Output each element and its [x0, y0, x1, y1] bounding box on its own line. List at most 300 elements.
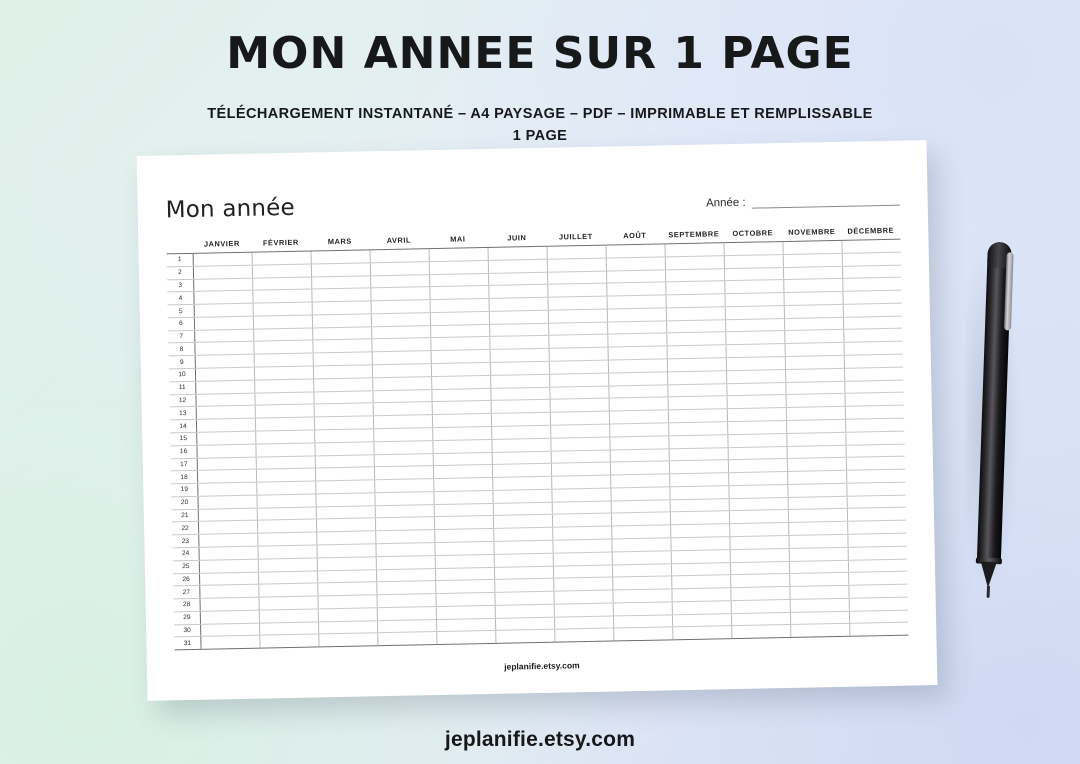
day-cell[interactable]: [730, 523, 789, 536]
day-cell[interactable]: [490, 323, 549, 336]
day-cell[interactable]: [194, 253, 253, 266]
day-cell[interactable]: [436, 567, 495, 580]
day-cell[interactable]: [788, 471, 847, 484]
day-cell[interactable]: [199, 534, 258, 547]
day-cell[interactable]: [612, 500, 671, 513]
day-cell[interactable]: [611, 462, 670, 475]
day-cell[interactable]: [494, 541, 553, 554]
day-cell[interactable]: [729, 485, 788, 498]
day-cell[interactable]: [850, 623, 908, 636]
day-cell[interactable]: [253, 290, 312, 303]
day-cell[interactable]: [431, 312, 490, 325]
day-cell[interactable]: [312, 289, 371, 302]
day-cell[interactable]: [728, 408, 787, 421]
day-cell[interactable]: [317, 506, 376, 519]
day-cell[interactable]: [790, 573, 849, 586]
day-cell[interactable]: [607, 257, 666, 270]
day-cell[interactable]: [551, 399, 610, 412]
day-cell[interactable]: [374, 415, 433, 428]
day-cell[interactable]: [670, 448, 729, 461]
day-cell[interactable]: [550, 386, 609, 399]
day-cell[interactable]: [667, 307, 726, 320]
day-cell[interactable]: [378, 607, 437, 620]
day-cell[interactable]: [490, 298, 549, 311]
day-cell[interactable]: [843, 252, 901, 265]
day-cell[interactable]: [784, 279, 843, 292]
day-cell[interactable]: [551, 424, 610, 437]
day-cell[interactable]: [256, 418, 315, 431]
day-cell[interactable]: [731, 561, 790, 574]
day-cell[interactable]: [553, 527, 612, 540]
day-cell[interactable]: [612, 526, 671, 539]
year-field[interactable]: [706, 193, 900, 213]
day-cell[interactable]: [844, 329, 902, 342]
day-cell[interactable]: [253, 277, 312, 290]
day-cell[interactable]: [726, 293, 785, 306]
day-cell[interactable]: [669, 422, 728, 435]
day-cell[interactable]: [786, 343, 845, 356]
day-cell[interactable]: [493, 451, 552, 464]
day-cell[interactable]: [495, 553, 554, 566]
day-cell[interactable]: [195, 342, 254, 355]
day-cell[interactable]: [849, 572, 907, 585]
day-cell[interactable]: [847, 444, 905, 457]
day-cell[interactable]: [196, 393, 255, 406]
day-cell[interactable]: [670, 486, 729, 499]
day-cell[interactable]: [843, 278, 901, 291]
day-cell[interactable]: [551, 437, 610, 450]
day-cell[interactable]: [435, 529, 494, 542]
day-cell[interactable]: [672, 550, 731, 563]
day-cell[interactable]: [436, 580, 495, 593]
day-cell[interactable]: [549, 322, 608, 335]
day-cell[interactable]: [728, 395, 787, 408]
day-cell[interactable]: [495, 566, 554, 579]
day-cell[interactable]: [553, 539, 612, 552]
day-cell[interactable]: [319, 608, 378, 621]
day-cell[interactable]: [843, 265, 901, 278]
day-cell[interactable]: [496, 605, 555, 618]
day-cell[interactable]: [727, 344, 786, 357]
day-cell[interactable]: [849, 546, 907, 559]
day-cell[interactable]: [789, 522, 848, 535]
day-cell[interactable]: [319, 634, 378, 647]
day-cell[interactable]: [199, 508, 258, 521]
day-cell[interactable]: [430, 273, 489, 286]
day-cell[interactable]: [673, 627, 732, 640]
day-cell[interactable]: [254, 315, 313, 328]
day-cell[interactable]: [257, 494, 316, 507]
day-cell[interactable]: [194, 278, 253, 291]
day-cell[interactable]: [728, 421, 787, 434]
day-cell[interactable]: [260, 635, 319, 648]
day-cell[interactable]: [726, 306, 785, 319]
day-cell[interactable]: [371, 262, 430, 275]
day-cell[interactable]: [494, 502, 553, 515]
day-cell[interactable]: [197, 406, 256, 419]
day-cell[interactable]: [608, 296, 667, 309]
day-cell[interactable]: [787, 394, 846, 407]
day-cell[interactable]: [256, 405, 315, 418]
day-cell[interactable]: [258, 545, 317, 558]
day-cell[interactable]: [667, 320, 726, 333]
day-cell[interactable]: [195, 317, 254, 330]
day-cell[interactable]: [256, 443, 315, 456]
day-cell[interactable]: [787, 407, 846, 420]
day-cell[interactable]: [377, 569, 436, 582]
day-cell[interactable]: [491, 362, 550, 375]
day-cell[interactable]: [201, 598, 260, 611]
day-cell[interactable]: [489, 260, 548, 273]
day-cell[interactable]: [432, 350, 491, 363]
day-cell[interactable]: [493, 490, 552, 503]
day-cell[interactable]: [371, 287, 430, 300]
day-cell[interactable]: [491, 375, 550, 388]
day-cell[interactable]: [376, 517, 435, 530]
day-cell[interactable]: [668, 371, 727, 384]
day-cell[interactable]: [731, 549, 790, 562]
day-cell[interactable]: [495, 592, 554, 605]
day-cell[interactable]: [317, 544, 376, 557]
day-cell[interactable]: [611, 449, 670, 462]
day-cell[interactable]: [670, 460, 729, 473]
day-cell[interactable]: [549, 297, 608, 310]
day-cell[interactable]: [614, 628, 673, 641]
day-cell[interactable]: [372, 339, 431, 352]
day-cell[interactable]: [312, 250, 371, 263]
day-cell[interactable]: [313, 340, 372, 353]
day-cell[interactable]: [609, 347, 668, 360]
day-cell[interactable]: [434, 465, 493, 478]
day-cell[interactable]: [433, 427, 492, 440]
day-cell[interactable]: [255, 354, 314, 367]
day-cell[interactable]: [555, 629, 614, 642]
day-cell[interactable]: [724, 242, 783, 255]
day-cell[interactable]: [665, 243, 724, 256]
day-cell[interactable]: [201, 623, 260, 636]
day-cell[interactable]: [195, 304, 254, 317]
day-cell[interactable]: [495, 579, 554, 592]
day-cell[interactable]: [436, 593, 495, 606]
day-cell[interactable]: [257, 469, 316, 482]
day-cell[interactable]: [432, 389, 491, 402]
day-cell[interactable]: [668, 384, 727, 397]
day-cell[interactable]: [784, 292, 843, 305]
day-cell[interactable]: [667, 294, 726, 307]
day-cell[interactable]: [666, 256, 725, 269]
day-cell[interactable]: [610, 398, 669, 411]
day-cell[interactable]: [491, 387, 550, 400]
day-cell[interactable]: [371, 275, 430, 288]
day-cell[interactable]: [312, 276, 371, 289]
day-cell[interactable]: [260, 597, 319, 610]
day-cell[interactable]: [790, 548, 849, 561]
day-cell[interactable]: [614, 615, 673, 628]
day-cell[interactable]: [492, 400, 551, 413]
day-cell[interactable]: [846, 419, 904, 432]
day-cell[interactable]: [729, 446, 788, 459]
day-cell[interactable]: [669, 409, 728, 422]
day-cell[interactable]: [196, 368, 255, 381]
day-cell[interactable]: [254, 328, 313, 341]
day-cell[interactable]: [253, 264, 312, 277]
day-cell[interactable]: [432, 363, 491, 376]
day-cell[interactable]: [436, 555, 495, 568]
day-cell[interactable]: [784, 254, 843, 267]
day-cell[interactable]: [491, 349, 550, 362]
day-cell[interactable]: [552, 463, 611, 476]
day-cell[interactable]: [259, 584, 318, 597]
day-cell[interactable]: [613, 564, 672, 577]
day-cell[interactable]: [611, 487, 670, 500]
day-cell[interactable]: [786, 356, 845, 369]
day-cell[interactable]: [435, 516, 494, 529]
day-cell[interactable]: [607, 283, 666, 296]
day-cell[interactable]: [554, 552, 613, 565]
day-cell[interactable]: [553, 514, 612, 527]
day-cell[interactable]: [791, 599, 850, 612]
day-cell[interactable]: [197, 419, 256, 432]
day-cell[interactable]: [492, 426, 551, 439]
day-cell[interactable]: [790, 560, 849, 573]
day-cell[interactable]: [729, 459, 788, 472]
day-cell[interactable]: [434, 478, 493, 491]
day-cell[interactable]: [256, 430, 315, 443]
day-cell[interactable]: [550, 348, 609, 361]
day-cell[interactable]: [613, 577, 672, 590]
day-cell[interactable]: [490, 336, 549, 349]
day-cell[interactable]: [374, 441, 433, 454]
day-cell[interactable]: [434, 452, 493, 465]
day-cell[interactable]: [553, 501, 612, 514]
day-cell[interactable]: [842, 240, 900, 253]
day-cell[interactable]: [613, 551, 672, 564]
day-cell[interactable]: [432, 376, 491, 389]
day-cell[interactable]: [610, 423, 669, 436]
day-cell[interactable]: [372, 326, 431, 339]
day-cell[interactable]: [433, 414, 492, 427]
day-cell[interactable]: [610, 411, 669, 424]
day-cell[interactable]: [554, 578, 613, 591]
day-cell[interactable]: [671, 512, 730, 525]
day-cell[interactable]: [613, 589, 672, 602]
day-cell[interactable]: [431, 337, 490, 350]
day-cell[interactable]: [197, 432, 256, 445]
day-cell[interactable]: [614, 602, 673, 615]
day-cell[interactable]: [257, 456, 316, 469]
day-cell[interactable]: [375, 466, 434, 479]
day-cell[interactable]: [850, 597, 908, 610]
day-cell[interactable]: [554, 591, 613, 604]
day-cell[interactable]: [314, 365, 373, 378]
day-cell[interactable]: [669, 397, 728, 410]
day-cell[interactable]: [787, 433, 846, 446]
day-cell[interactable]: [847, 457, 905, 470]
day-cell[interactable]: [199, 547, 258, 560]
day-cell[interactable]: [783, 241, 842, 254]
day-cell[interactable]: [786, 381, 845, 394]
day-cell[interactable]: [673, 614, 732, 627]
day-cell[interactable]: [672, 563, 731, 576]
day-cell[interactable]: [789, 535, 848, 548]
day-cell[interactable]: [313, 327, 372, 340]
day-cell[interactable]: [200, 572, 259, 585]
day-cell[interactable]: [490, 311, 549, 324]
day-cell[interactable]: [372, 313, 431, 326]
day-cell[interactable]: [789, 509, 848, 522]
day-cell[interactable]: [315, 429, 374, 442]
day-cell[interactable]: [668, 358, 727, 371]
day-cell[interactable]: [785, 318, 844, 331]
day-cell[interactable]: [789, 496, 848, 509]
day-cell[interactable]: [319, 621, 378, 634]
day-cell[interactable]: [431, 325, 490, 338]
day-cell[interactable]: [730, 510, 789, 523]
day-cell[interactable]: [374, 428, 433, 441]
day-cell[interactable]: [727, 383, 786, 396]
day-cell[interactable]: [431, 299, 490, 312]
day-cell[interactable]: [194, 265, 253, 278]
day-cell[interactable]: [196, 355, 255, 368]
day-cell[interactable]: [492, 413, 551, 426]
day-cell[interactable]: [730, 536, 789, 549]
day-cell[interactable]: [430, 261, 489, 274]
day-cell[interactable]: [313, 314, 372, 327]
day-cell[interactable]: [258, 520, 317, 533]
day-cell[interactable]: [315, 404, 374, 417]
day-cell[interactable]: [846, 431, 904, 444]
day-cell[interactable]: [843, 291, 901, 304]
day-cell[interactable]: [548, 284, 607, 297]
day-cell[interactable]: [314, 353, 373, 366]
day-cell[interactable]: [378, 620, 437, 633]
day-cell[interactable]: [375, 492, 434, 505]
day-cell[interactable]: [845, 355, 903, 368]
day-cell[interactable]: [732, 600, 791, 613]
day-cell[interactable]: [608, 308, 667, 321]
day-cell[interactable]: [493, 477, 552, 490]
day-cell[interactable]: [318, 557, 377, 570]
day-cell[interactable]: [609, 359, 668, 372]
day-cell[interactable]: [257, 482, 316, 495]
day-cell[interactable]: [845, 367, 903, 380]
day-cell[interactable]: [435, 542, 494, 555]
day-cell[interactable]: [732, 625, 791, 638]
day-cell[interactable]: [198, 470, 257, 483]
day-cell[interactable]: [377, 581, 436, 594]
day-cell[interactable]: [666, 269, 725, 282]
day-cell[interactable]: [371, 249, 430, 262]
year-input-line[interactable]: [752, 193, 900, 209]
day-cell[interactable]: [554, 565, 613, 578]
day-cell[interactable]: [551, 412, 610, 425]
day-cell[interactable]: [726, 319, 785, 332]
day-cell[interactable]: [489, 247, 548, 260]
day-cell[interactable]: [315, 442, 374, 455]
day-cell[interactable]: [612, 513, 671, 526]
day-cell[interactable]: [253, 251, 312, 264]
day-cell[interactable]: [725, 280, 784, 293]
day-cell[interactable]: [316, 493, 375, 506]
day-cell[interactable]: [848, 495, 906, 508]
day-cell[interactable]: [255, 379, 314, 392]
day-cell[interactable]: [376, 543, 435, 556]
day-cell[interactable]: [198, 457, 257, 470]
day-cell[interactable]: [787, 420, 846, 433]
day-cell[interactable]: [318, 583, 377, 596]
day-cell[interactable]: [494, 528, 553, 541]
day-cell[interactable]: [372, 300, 431, 313]
day-cell[interactable]: [725, 255, 784, 268]
day-cell[interactable]: [255, 366, 314, 379]
day-cell[interactable]: [260, 622, 319, 635]
day-cell[interactable]: [727, 370, 786, 383]
day-cell[interactable]: [729, 472, 788, 485]
day-cell[interactable]: [607, 244, 666, 257]
day-cell[interactable]: [788, 458, 847, 471]
day-cell[interactable]: [672, 588, 731, 601]
day-cell[interactable]: [552, 476, 611, 489]
day-cell[interactable]: [374, 402, 433, 415]
day-cell[interactable]: [612, 538, 671, 551]
day-cell[interactable]: [849, 559, 907, 572]
day-cell[interactable]: [198, 483, 257, 496]
day-cell[interactable]: [848, 521, 906, 534]
day-cell[interactable]: [377, 556, 436, 569]
day-cell[interactable]: [317, 519, 376, 532]
day-cell[interactable]: [667, 333, 726, 346]
day-cell[interactable]: [373, 364, 432, 377]
day-cell[interactable]: [258, 507, 317, 520]
day-cell[interactable]: [492, 438, 551, 451]
day-cell[interactable]: [259, 558, 318, 571]
day-cell[interactable]: [373, 377, 432, 390]
day-cell[interactable]: [784, 266, 843, 279]
day-cell[interactable]: [434, 491, 493, 504]
day-cell[interactable]: [731, 574, 790, 587]
day-cell[interactable]: [791, 611, 850, 624]
day-cell[interactable]: [609, 385, 668, 398]
day-cell[interactable]: [313, 301, 372, 314]
day-cell[interactable]: [198, 495, 257, 508]
day-cell[interactable]: [377, 594, 436, 607]
day-cell[interactable]: [550, 373, 609, 386]
day-cell[interactable]: [850, 610, 908, 623]
day-cell[interactable]: [845, 342, 903, 355]
day-cell[interactable]: [437, 606, 496, 619]
day-cell[interactable]: [611, 474, 670, 487]
day-cell[interactable]: [786, 369, 845, 382]
day-cell[interactable]: [846, 406, 904, 419]
day-cell[interactable]: [848, 534, 906, 547]
day-cell[interactable]: [732, 613, 791, 626]
day-cell[interactable]: [610, 436, 669, 449]
day-cell[interactable]: [849, 585, 907, 598]
day-cell[interactable]: [316, 455, 375, 468]
day-cell[interactable]: [666, 282, 725, 295]
day-cell[interactable]: [195, 329, 254, 342]
day-cell[interactable]: [609, 372, 668, 385]
day-cell[interactable]: [725, 268, 784, 281]
day-cell[interactable]: [785, 330, 844, 343]
day-cell[interactable]: [552, 450, 611, 463]
day-cell[interactable]: [316, 480, 375, 493]
day-cell[interactable]: [668, 345, 727, 358]
day-cell[interactable]: [848, 508, 906, 521]
day-cell[interactable]: [435, 504, 494, 517]
day-cell[interactable]: [259, 571, 318, 584]
day-cell[interactable]: [785, 305, 844, 318]
